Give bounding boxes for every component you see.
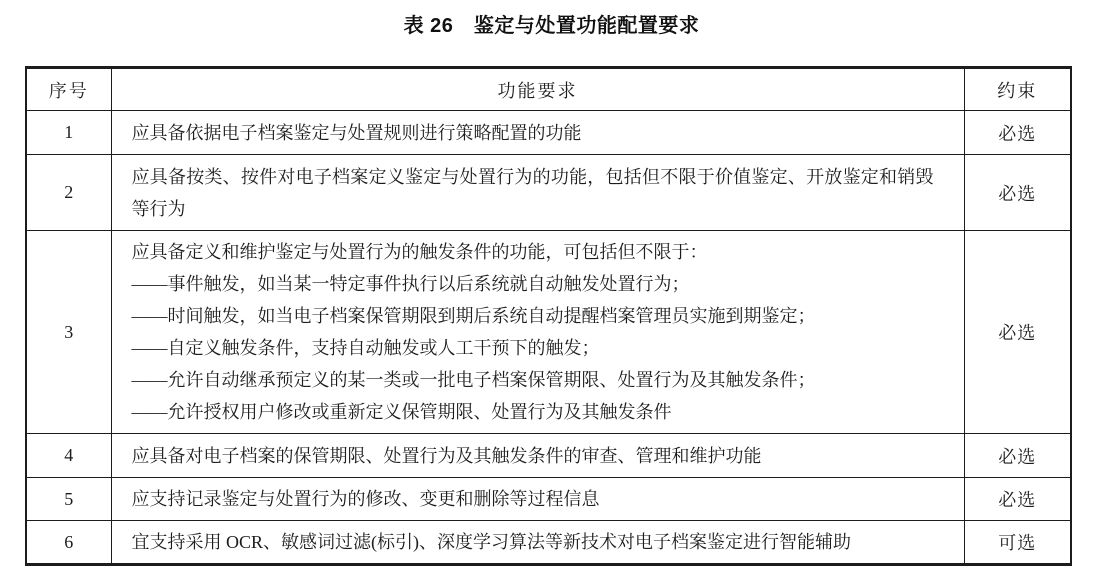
header-cell-constraint: 约束 bbox=[964, 68, 1071, 111]
requirement-line: 应具备依据电子档案鉴定与处置规则进行策略配置的功能 bbox=[131, 122, 582, 143]
header-cell-requirement: 功能要求 bbox=[111, 68, 964, 111]
row-number-cell: 1 bbox=[26, 111, 111, 155]
requirement-line: ——事件触发，如当某一特定事件执行以后系统就自动触发处置行为； bbox=[131, 274, 690, 294]
constraint-cell: 可选 bbox=[964, 521, 1071, 565]
row-number-cell: 4 bbox=[26, 434, 111, 478]
requirement-line: 应具备对电子档案的保管期限、处置行为及其触发条件的审查、管理和维护功能 bbox=[131, 445, 762, 466]
row-number-cell: 3 bbox=[26, 231, 111, 434]
requirement-cell bbox=[111, 478, 964, 521]
constraint-cell: 必选 bbox=[964, 231, 1071, 434]
table-row bbox=[26, 521, 1071, 565]
row-number-cell: 2 bbox=[26, 155, 111, 231]
constraint-cell: 必选 bbox=[964, 155, 1071, 231]
requirement-line: ——允许自动继承预定义的某一类或一批电子档案保管期限、处置行为及其触发条件； bbox=[131, 370, 816, 390]
requirement-line: 应具备定义和维护鉴定与处置行为的触发条件的功能，可包括但不限于： bbox=[131, 242, 708, 262]
requirement-line: ——时间触发，如当电子档案保管期限到期后系统自动提醒档案管理员实施到期鉴定； bbox=[131, 306, 816, 326]
requirement-line: ——允许授权用户修改或重新定义保管期限、处置行为及其触发条件 bbox=[131, 402, 672, 422]
requirement-cell bbox=[111, 111, 964, 155]
row-number-cell: 6 bbox=[26, 521, 111, 565]
table-row bbox=[26, 111, 1071, 155]
row-number-cell: 5 bbox=[26, 478, 111, 521]
header-cell-no: 序号 bbox=[26, 68, 111, 111]
table-row bbox=[26, 231, 1071, 434]
requirement-line: 应支持记录鉴定与处置行为的修改、变更和删除等过程信息 bbox=[131, 489, 600, 509]
requirement-cell bbox=[111, 434, 964, 478]
table-row bbox=[26, 478, 1071, 521]
table-caption: 表 26 鉴定与处置功能配置要求 bbox=[403, 15, 700, 37]
table-row bbox=[26, 155, 1071, 231]
requirement-line: ——自定义触发条件，支持自动触发或人工干预下的触发； bbox=[131, 338, 600, 358]
header-row bbox=[26, 68, 1071, 111]
constraint-cell: 必选 bbox=[964, 434, 1071, 478]
requirement-cell bbox=[111, 231, 964, 434]
table-row bbox=[26, 434, 1071, 478]
requirement-cell bbox=[111, 521, 964, 565]
constraint-cell: 必选 bbox=[964, 111, 1071, 155]
constraint-cell: 必选 bbox=[964, 478, 1071, 521]
requirement-line: 应具备按类、按件对电子档案定义鉴定与处置行为的功能，包括但不限于价值鉴定、开放鉴定和销毁等行为 bbox=[131, 166, 934, 219]
requirement-cell bbox=[111, 155, 964, 231]
requirement-line: 宜支持采用 OCR、敏感词过滤(标引)、深度学习算法等新技术对电子档案鉴定进行智能辅助 bbox=[131, 532, 851, 552]
requirements-table bbox=[25, 66, 1072, 566]
